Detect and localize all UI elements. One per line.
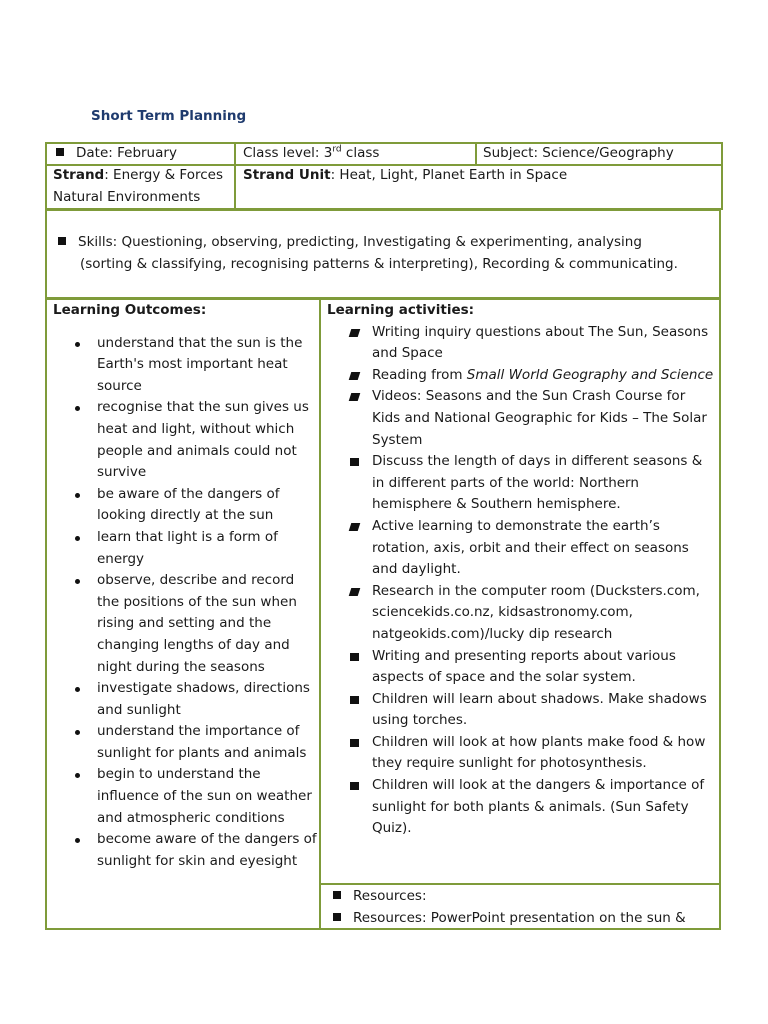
list-item: Research in the computer room (Ducksters.com, sciencekids.co.nz, kidsastronomy.com, natgeokids.com)/lucky dip research [327, 581, 715, 646]
square-bullet-icon [56, 148, 64, 156]
list-item: be aware of the dangers of looking directly at the sun [53, 484, 317, 527]
list-item: investigate shadows, directions and sunlight [53, 678, 317, 721]
square-bullet-icon [333, 891, 341, 899]
outcomes-list [53, 333, 317, 873]
square-bullet-icon [349, 329, 361, 337]
skills-text: Skills: Questioning, observing, predicting, Investigating & experimenting, analysing (sorting & classifying, recognising patterns & interpreting), Recording & communicating. [58, 232, 718, 275]
square-bullet-icon [349, 372, 361, 380]
resources-line: Resources: [333, 886, 717, 908]
list-item: Reading from Small World Geography and Science [327, 365, 715, 387]
class-level-cell: Class level: 3rd class [243, 144, 380, 161]
square-bullet-icon [350, 782, 359, 790]
strand-unit-cell: Strand Unit: Heat, Light, Planet Earth in Space [243, 167, 568, 183]
strand-cell: Strand: Energy & Forces Natural Environments [53, 167, 223, 205]
square-bullet-icon [333, 913, 341, 921]
subject-cell: Subject: Science/Geography [483, 145, 674, 161]
outcomes-heading: Learning Outcomes: [53, 302, 207, 318]
square-bullet-icon [58, 237, 66, 245]
square-bullet-icon [350, 653, 359, 661]
learning-activities [327, 300, 715, 840]
list-item: Writing inquiry questions about The Sun, Seasons and Space [327, 322, 715, 365]
date-cell: Date: February [56, 143, 231, 165]
list-item: become aware of the dangers of sunlight for skin and eyesight [53, 829, 317, 872]
square-bullet-icon [349, 523, 361, 531]
resources-cell [333, 886, 717, 929]
resources-line: Resources: PowerPoint presentation on the sun & [333, 908, 717, 930]
page-title: Short Term Planning [91, 108, 247, 124]
square-bullet-icon [350, 696, 359, 704]
list-item: Children will look at how plants make food & how they require sunlight for photosynthesis. [327, 732, 715, 775]
list-item: Children will look at the dangers & importance of sunlight for both plants & animals. (Sun Safety Quiz). [327, 775, 715, 840]
list-item: Writing and presenting reports about various aspects of space and the solar system. [327, 646, 715, 689]
list-item: observe, describe and record the positions of the sun when rising and setting and the changing lengths of day and night during the seasons [53, 570, 317, 678]
square-bullet-icon [350, 458, 359, 466]
learning-outcomes [53, 300, 317, 872]
list-item: learn that light is a form of energy [53, 527, 317, 570]
activities-list [327, 322, 715, 840]
list-item: Active learning to demonstrate the earth’s rotation, axis, orbit and their effect on seasons and daylight. [327, 516, 715, 581]
list-item: begin to understand the influence of the sun on weather and atmospheric conditions [53, 764, 317, 829]
list-item: recognise that the sun gives us heat and light, without which people and animals could not survive [53, 397, 317, 483]
activities-heading: Learning activities: [327, 302, 475, 318]
list-item: Children will learn about shadows. Make shadows using torches. [327, 689, 715, 732]
list-item: Discuss the length of days in different seasons & in different parts of the world: Northern hemisphere & Southern hemisphere. [327, 451, 715, 516]
list-item: Videos: Seasons and the Sun Crash Course for Kids and National Geographic for Kids – The Solar System [327, 386, 715, 451]
square-bullet-icon [349, 588, 361, 596]
list-item: understand that the sun is the Earth's most important heat source [53, 333, 317, 398]
list-item: understand the importance of sunlight for plants and animals [53, 721, 317, 764]
square-bullet-icon [349, 393, 361, 401]
square-bullet-icon [350, 739, 359, 747]
